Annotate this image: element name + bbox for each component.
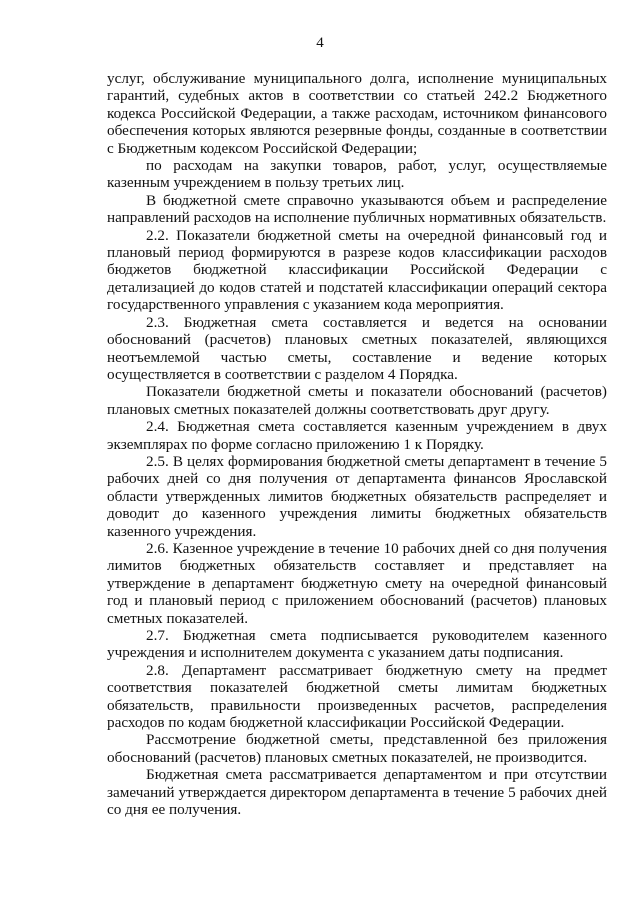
paragraph-continuation: услуг, обслуживание муниципального долга, исполнение муниципальных гарантий, судебных актов в соответствии со статьей 242.2 Бюджетного кодекса Российской Федерации, а также расходам, источником финансового обеспечения которых являются резервные фонды, созданные в соответствии с Бюджетным кодексом Российской Федерации;	[107, 70, 607, 157]
paragraph-2-4: 2.4. Бюджетная смета составляется казенным учреждением в двух экземплярах по форме согласно приложению 1 к Порядку.	[107, 418, 607, 453]
paragraph-indicators-consistency: Показатели бюджетной сметы и показатели обоснований (расчетов) плановых сметных показателей должны соответствовать друг другу.	[107, 383, 607, 418]
paragraph-2-8: 2.8. Департамент рассматривает бюджетную смету на предмет соответствия показателей бюджетной сметы лимитам бюджетных обязательств, правильности произведенных расчетов, распределения расходов по кодам бюджетной классификации Российской Федерации.	[107, 661, 607, 732]
paragraph-approval: Бюджетная смета рассматривается департаментом и при отсутствии замечаний утверждается директором департамента в течение 5 рабочих дней со дня ее получения.	[107, 766, 607, 819]
paragraph-2-6: 2.6. Казенное учреждение в течение 10 рабочих дней со дня получения лимитов бюджетных обязательств составляет и представляет на утверждение в департамент бюджетную смету на очередной финансовый год и плановый период с приложением обоснований (расчетов) плановых сметных показателей.	[107, 539, 607, 627]
document-body	[107, 70, 607, 818]
paragraph-2-3: 2.3. Бюджетная смета составляется и ведется на основании обоснований (расчетов) плановых сметных показателей, являющихся неотъемлемой частью сметы, составление и ведение которых осуществляется в соответствии с разделом 4 Порядка.	[107, 313, 607, 383]
paragraph-2-5: 2.5. В целях формирования бюджетной сметы департамент в течение 5 рабочих дней со дня получения от департамента финансов Ярославской области утвержденных лимитов бюджетных обязательств распределяет и доводит до казенного учреждения лимиты бюджетных обязательств казенного учреждения.	[107, 452, 607, 540]
paragraph-third-party-expenses: по расходам на закупки товаров, работ, услуг, осуществляемые казенным учреждением в пользу третьих лиц.	[107, 157, 607, 192]
paragraph-review-without-attachment: Рассмотрение бюджетной сметы, представленной без приложения обоснований (расчетов) плановых сметных показателей, не производится.	[107, 731, 607, 766]
page-number: 4	[316, 35, 324, 51]
paragraph-2-7: 2.7. Бюджетная смета подписывается руководителем казенного учреждения и исполнителем документа с указанием даты подписания.	[107, 627, 607, 662]
paragraph-reference-obligations: В бюджетной смете справочно указываются объем и распределение направлений расходов на исполнение публичных нормативных обязательств.	[107, 191, 607, 227]
paragraph-2-2: 2.2. Показатели бюджетной сметы на очередной финансовый год и плановый период формируются в разрезе кодов классификации расходов бюджетов бюджетной классификации Российской Федерации с детализацией до кодов статей и подстатей классификации операций сектора государственного управления с указанием кода мероприятия.	[107, 226, 607, 314]
